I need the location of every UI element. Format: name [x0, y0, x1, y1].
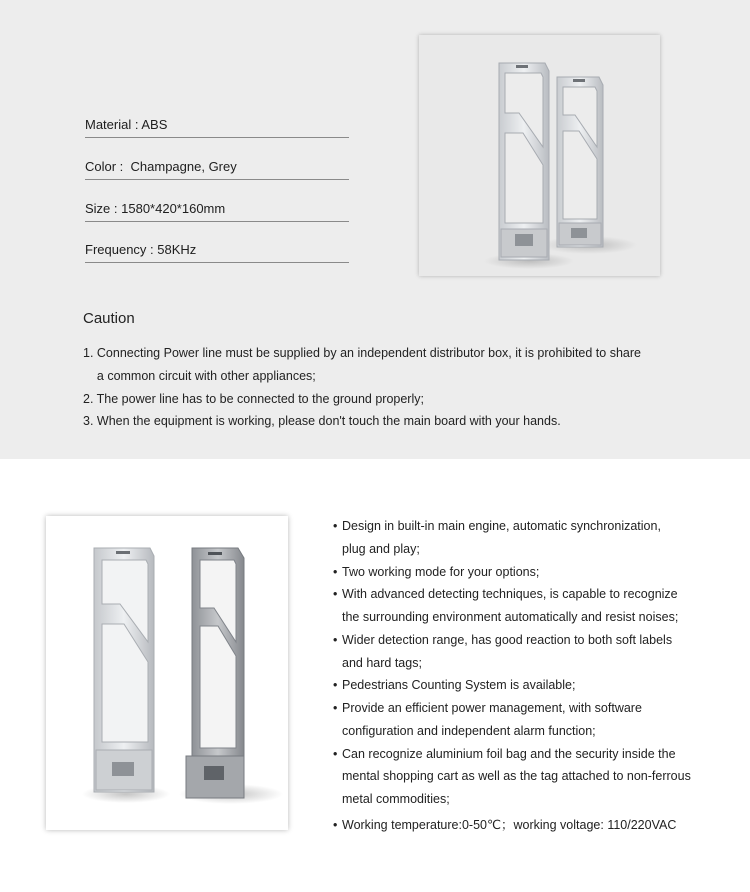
bullet: • [333, 701, 338, 715]
feature-text: Provide an efficient power management, with software [342, 701, 642, 715]
spec-label: Size : [85, 201, 122, 216]
feature-text: With advanced detecting techniques, is capable to recognize [342, 587, 678, 601]
caution-line: 2. The power line has to be connected to the ground properly; [83, 392, 424, 406]
product-photo-bottom [46, 516, 288, 830]
feature-line [333, 747, 676, 761]
feature-text: the surrounding environment automatically and resist noises; [342, 610, 679, 624]
feature-line [333, 815, 676, 833]
feature-text: Wider detection range, has good reaction to both soft labels [342, 633, 673, 647]
feature-text: Pedestrians Counting System is available; [342, 678, 576, 692]
feature-line [333, 587, 678, 601]
feature-line [333, 701, 642, 715]
spec-material [85, 117, 349, 138]
feature-text: metal commodities; [342, 792, 450, 806]
caution-line: 1. Connecting Power line must be supplied by an independent distributor box, it is prohibited to share [83, 346, 641, 360]
caution-line: a common circuit with other appliances; [83, 369, 316, 383]
spec-value: 58KHz [157, 242, 197, 257]
feature-text: and hard tags; [342, 656, 422, 670]
caution-line: 3. When the equipment is working, please don't touch the main board with your hands. [83, 414, 561, 428]
spec-size [85, 201, 349, 222]
bullet: • [333, 565, 338, 579]
bullet: • [333, 818, 338, 832]
feature-text: mental shopping cart as well as the tag attached to non-ferrous [342, 769, 691, 783]
feature-text: Working temperature:0-50℃；working voltage: 110/220VAC [342, 818, 677, 832]
spec-value: 1580*420*160mm [121, 201, 226, 216]
security-gate-pair-illustration [46, 516, 288, 830]
bullet: • [333, 519, 338, 533]
bullet: • [333, 747, 338, 761]
feature-text: Can recognize aluminium foil bag and the security inside the [342, 747, 676, 761]
spec-label: Material : [85, 117, 142, 132]
feature-line [333, 724, 596, 738]
spec-color [85, 159, 349, 180]
spec-value: ABS [141, 117, 168, 132]
feature-line [333, 565, 539, 579]
feature-line [333, 656, 422, 670]
feature-line [333, 542, 420, 556]
feature-text: plug and play; [342, 542, 420, 556]
bullet: • [333, 633, 338, 647]
security-gate-illustration [419, 35, 660, 276]
spec-label: Frequency : [85, 242, 158, 257]
feature-line [333, 519, 661, 533]
feature-line [333, 792, 450, 806]
feature-text: Design in built-in main engine, automatic synchronization, [342, 519, 661, 533]
spec-frequency [85, 242, 349, 263]
feature-line [333, 610, 678, 624]
feature-text: Two working mode for your options; [342, 565, 540, 579]
feature-text: configuration and independent alarm function; [342, 724, 596, 738]
bullet: • [333, 587, 338, 601]
bullet: • [333, 678, 338, 692]
feature-line [333, 633, 672, 647]
product-photo-top [419, 35, 660, 276]
spec-label: Color : [85, 159, 131, 174]
feature-line [333, 678, 575, 692]
feature-line [333, 769, 691, 783]
caution-title: Caution [83, 310, 135, 327]
spec-value: Champagne, Grey [130, 159, 237, 174]
